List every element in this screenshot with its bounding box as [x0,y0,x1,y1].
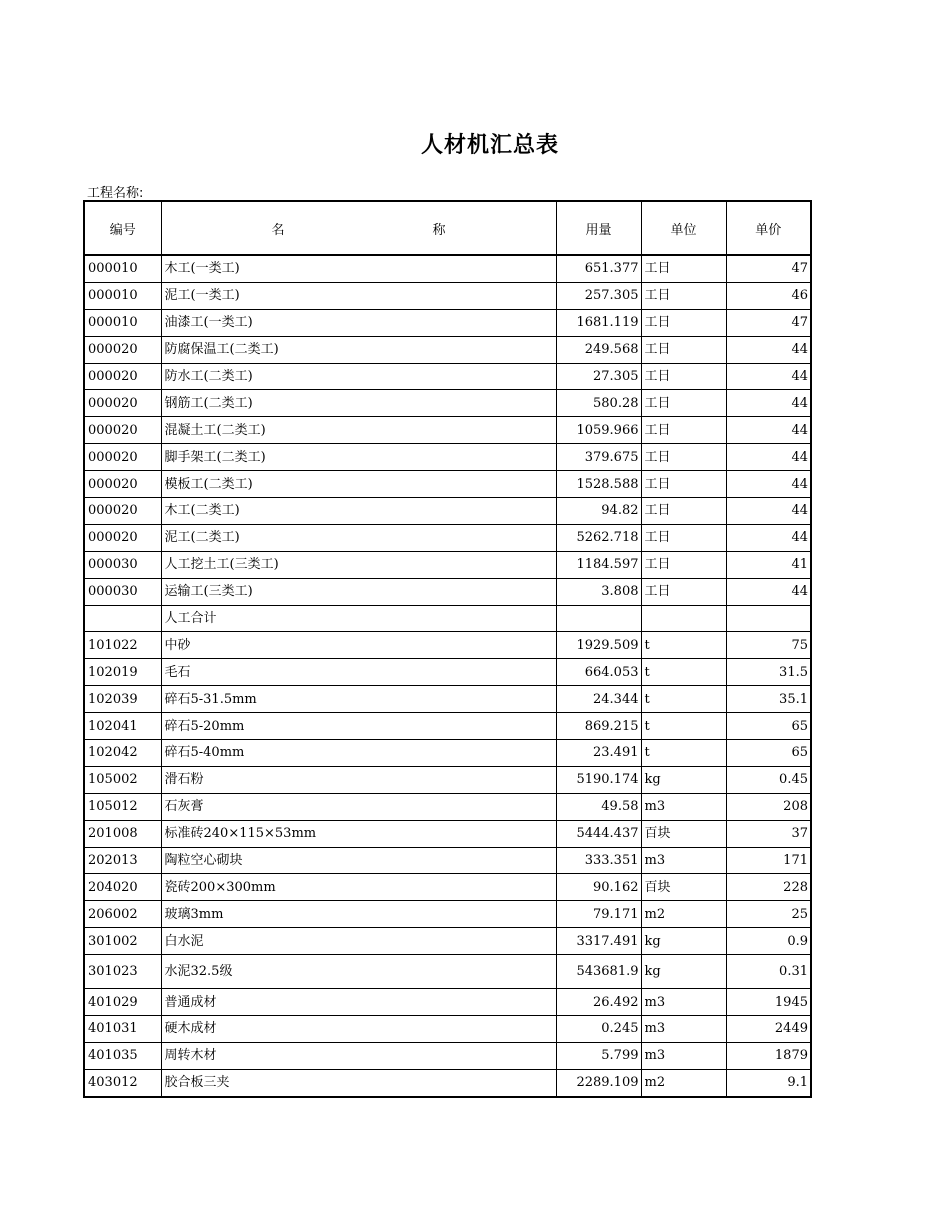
cell-code: 206002 [84,901,161,928]
cell-price: 0.31 [726,955,811,989]
cell-name: 木工(一类工) [161,255,556,282]
table-row [84,874,811,901]
cell-quantity: 79.171 [556,901,641,928]
cell-name: 陶粒空心砌块 [161,847,556,874]
project-name-label: 工程名称: [87,186,144,201]
cell-quantity: 27.305 [556,363,641,390]
cell-price: 44 [726,578,811,605]
cell-name: 运输工(三类工) [161,578,556,605]
table-row [84,713,811,740]
header-quantity: 用量 [556,201,641,255]
cell-name: 钢筋工(二类工) [161,390,556,417]
cell-unit: m3 [641,989,726,1016]
cell-quantity: 1929.509 [556,632,641,659]
cell-code: 102039 [84,686,161,713]
cell-unit: 百块 [641,820,726,847]
cell-unit: 工日 [641,551,726,578]
cell-price: 65 [726,740,811,767]
cell-code: 401031 [84,1016,161,1043]
page-title: 人材机汇总表 [420,133,559,158]
table-row [84,578,811,605]
table-row [84,524,811,551]
table-row [84,336,811,363]
cell-unit: m3 [641,1042,726,1069]
cell-quantity: 5262.718 [556,524,641,551]
cell-quantity: 543681.9 [556,955,641,989]
cell-name: 瓷砖200×300mm [161,874,556,901]
cell-price: 44 [726,363,811,390]
cell-unit: 工日 [641,255,726,282]
cell-unit: 工日 [641,336,726,363]
cell-name: 硬木成材 [161,1016,556,1043]
cell-unit: m3 [641,1016,726,1043]
cell-name: 碎石5-20mm [161,713,556,740]
cell-price: 1879 [726,1042,811,1069]
cell-price: 31.5 [726,659,811,686]
cell-name: 模板工(二类工) [161,471,556,498]
cell-name: 碎石5-40mm [161,740,556,767]
cell-quantity: 0.245 [556,1016,641,1043]
table-row [84,793,811,820]
cell-code: 102042 [84,740,161,767]
cell-quantity: 94.82 [556,498,641,525]
cell-price: 0.45 [726,766,811,793]
cell-quantity: 1528.588 [556,471,641,498]
table-row [84,363,811,390]
cell-price: 41 [726,551,811,578]
table-row [84,928,811,955]
cell-quantity: 1681.119 [556,309,641,336]
cell-unit: kg [641,928,726,955]
cell-quantity: 651.377 [556,255,641,282]
cell-price: 44 [726,498,811,525]
cell-quantity: 664.053 [556,659,641,686]
cell-code: 102041 [84,713,161,740]
header-row [84,201,811,255]
header-price: 单价 [726,201,811,255]
cell-code: 000010 [84,282,161,309]
cell-unit: 工日 [641,390,726,417]
cell-unit: 工日 [641,524,726,551]
cell-quantity: 1059.966 [556,417,641,444]
table-row [84,390,811,417]
cell-code: 000020 [84,390,161,417]
cell-unit: t [641,659,726,686]
cell-code: 000020 [84,444,161,471]
cell-quantity [556,605,641,632]
cell-price: 9.1 [726,1069,811,1096]
cell-name: 滑石粉 [161,766,556,793]
cell-name: 油漆工(一类工) [161,309,556,336]
cell-price: 228 [726,874,811,901]
cell-unit: m2 [641,901,726,928]
cell-name: 脚手架工(二类工) [161,444,556,471]
cell-price: 1945 [726,989,811,1016]
cell-code: 000020 [84,336,161,363]
cell-price: 44 [726,390,811,417]
cell-quantity: 5444.437 [556,820,641,847]
cell-code [84,605,161,632]
table-row [84,605,811,632]
cell-code: 202013 [84,847,161,874]
table-row [84,820,811,847]
cell-unit: 工日 [641,309,726,336]
cell-price: 25 [726,901,811,928]
cell-name: 周转木材 [161,1042,556,1069]
cell-quantity: 257.305 [556,282,641,309]
cell-unit: t [641,632,726,659]
cell-unit: 工日 [641,498,726,525]
table-row [84,1016,811,1043]
cell-quantity: 3317.491 [556,928,641,955]
cell-quantity: 24.344 [556,686,641,713]
cell-price: 37 [726,820,811,847]
cell-code: 102019 [84,659,161,686]
cell-name: 木工(二类工) [161,498,556,525]
header-name-right: 称 [432,222,446,238]
cell-unit: 百块 [641,874,726,901]
cell-name: 碎石5-31.5mm [161,686,556,713]
table-row [84,282,811,309]
table-row [84,1042,811,1069]
cell-price: 47 [726,309,811,336]
cell-unit [641,605,726,632]
cell-code: 000010 [84,255,161,282]
cell-unit: 工日 [641,471,726,498]
cell-price: 0.9 [726,928,811,955]
header-unit: 单位 [641,201,726,255]
cell-code: 401035 [84,1042,161,1069]
cell-price: 208 [726,793,811,820]
cell-name: 防水工(二类工) [161,363,556,390]
cell-name: 中砂 [161,632,556,659]
cell-code: 000020 [84,363,161,390]
cell-unit: m3 [641,793,726,820]
cell-name: 泥工(二类工) [161,524,556,551]
cell-price: 2449 [726,1016,811,1043]
cell-price: 44 [726,444,811,471]
cell-quantity: 379.675 [556,444,641,471]
cell-quantity: 3.808 [556,578,641,605]
cell-quantity: 1184.597 [556,551,641,578]
cell-quantity: 333.351 [556,847,641,874]
table-row [84,471,811,498]
table-header [84,201,811,255]
cell-quantity: 5190.174 [556,766,641,793]
table-row [84,255,811,282]
header-name-left: 名 [271,222,285,238]
table-row [84,309,811,336]
table-row [84,955,811,989]
cell-quantity: 580.28 [556,390,641,417]
cell-name: 混凝土工(二类工) [161,417,556,444]
cell-code: 000030 [84,551,161,578]
cell-price: 44 [726,417,811,444]
cell-name: 防腐保温工(二类工) [161,336,556,363]
cell-unit: m3 [641,847,726,874]
table-row [84,632,811,659]
cell-price: 44 [726,336,811,363]
cell-code: 000030 [84,578,161,605]
cell-unit: 工日 [641,282,726,309]
cell-unit: 工日 [641,578,726,605]
cell-unit: t [641,740,726,767]
cell-code: 105002 [84,766,161,793]
cell-code: 401029 [84,989,161,1016]
cell-quantity: 869.215 [556,713,641,740]
cell-code: 105012 [84,793,161,820]
cell-unit: 工日 [641,444,726,471]
cell-code: 000020 [84,524,161,551]
header-code: 编号 [84,201,161,255]
cell-quantity: 49.58 [556,793,641,820]
header-name [161,201,556,255]
cell-code: 403012 [84,1069,161,1096]
cell-name: 人工挖土工(三类工) [161,551,556,578]
cell-quantity: 5.799 [556,1042,641,1069]
cell-code: 000020 [84,471,161,498]
cell-unit: 工日 [641,417,726,444]
cell-price: 44 [726,524,811,551]
cell-name: 人工合计 [161,605,556,632]
table-row [84,989,811,1016]
cell-code: 201008 [84,820,161,847]
cell-code: 204020 [84,874,161,901]
cell-name: 普通成材 [161,989,556,1016]
cell-unit: t [641,713,726,740]
cell-code: 101022 [84,632,161,659]
cell-price: 46 [726,282,811,309]
table-row [84,498,811,525]
cell-quantity: 90.162 [556,874,641,901]
cell-name: 胶合板三夹 [161,1069,556,1096]
cell-unit: t [641,686,726,713]
cell-price: 35.1 [726,686,811,713]
cell-name: 泥工(一类工) [161,282,556,309]
cell-name: 毛石 [161,659,556,686]
table-row [84,740,811,767]
table-row [84,551,811,578]
cell-name: 水泥32.5级 [161,955,556,989]
summary-table [83,200,812,1098]
cell-code: 301023 [84,955,161,989]
table-row [84,1069,811,1096]
table-row [84,659,811,686]
cell-code: 000020 [84,417,161,444]
cell-code: 000020 [84,498,161,525]
cell-quantity: 26.492 [556,989,641,1016]
cell-price: 65 [726,713,811,740]
cell-name: 白水泥 [161,928,556,955]
header-name-text [162,219,556,238]
cell-unit: 工日 [641,363,726,390]
cell-quantity: 2289.109 [556,1069,641,1096]
cell-price [726,605,811,632]
table-body [84,255,811,1097]
table-row [84,417,811,444]
table-row [84,766,811,793]
cell-quantity: 23.491 [556,740,641,767]
cell-price: 171 [726,847,811,874]
cell-unit: kg [641,766,726,793]
table-row [84,686,811,713]
table-row [84,444,811,471]
cell-unit: kg [641,955,726,989]
cell-unit: m2 [641,1069,726,1096]
cell-name: 石灰膏 [161,793,556,820]
cell-name: 标准砖240×115×53mm [161,820,556,847]
cell-price: 75 [726,632,811,659]
table-row [84,901,811,928]
cell-price: 47 [726,255,811,282]
table-row [84,847,811,874]
cell-code: 301002 [84,928,161,955]
cell-name: 玻璃3mm [161,901,556,928]
cell-price: 44 [726,471,811,498]
cell-code: 000010 [84,309,161,336]
cell-quantity: 249.568 [556,336,641,363]
